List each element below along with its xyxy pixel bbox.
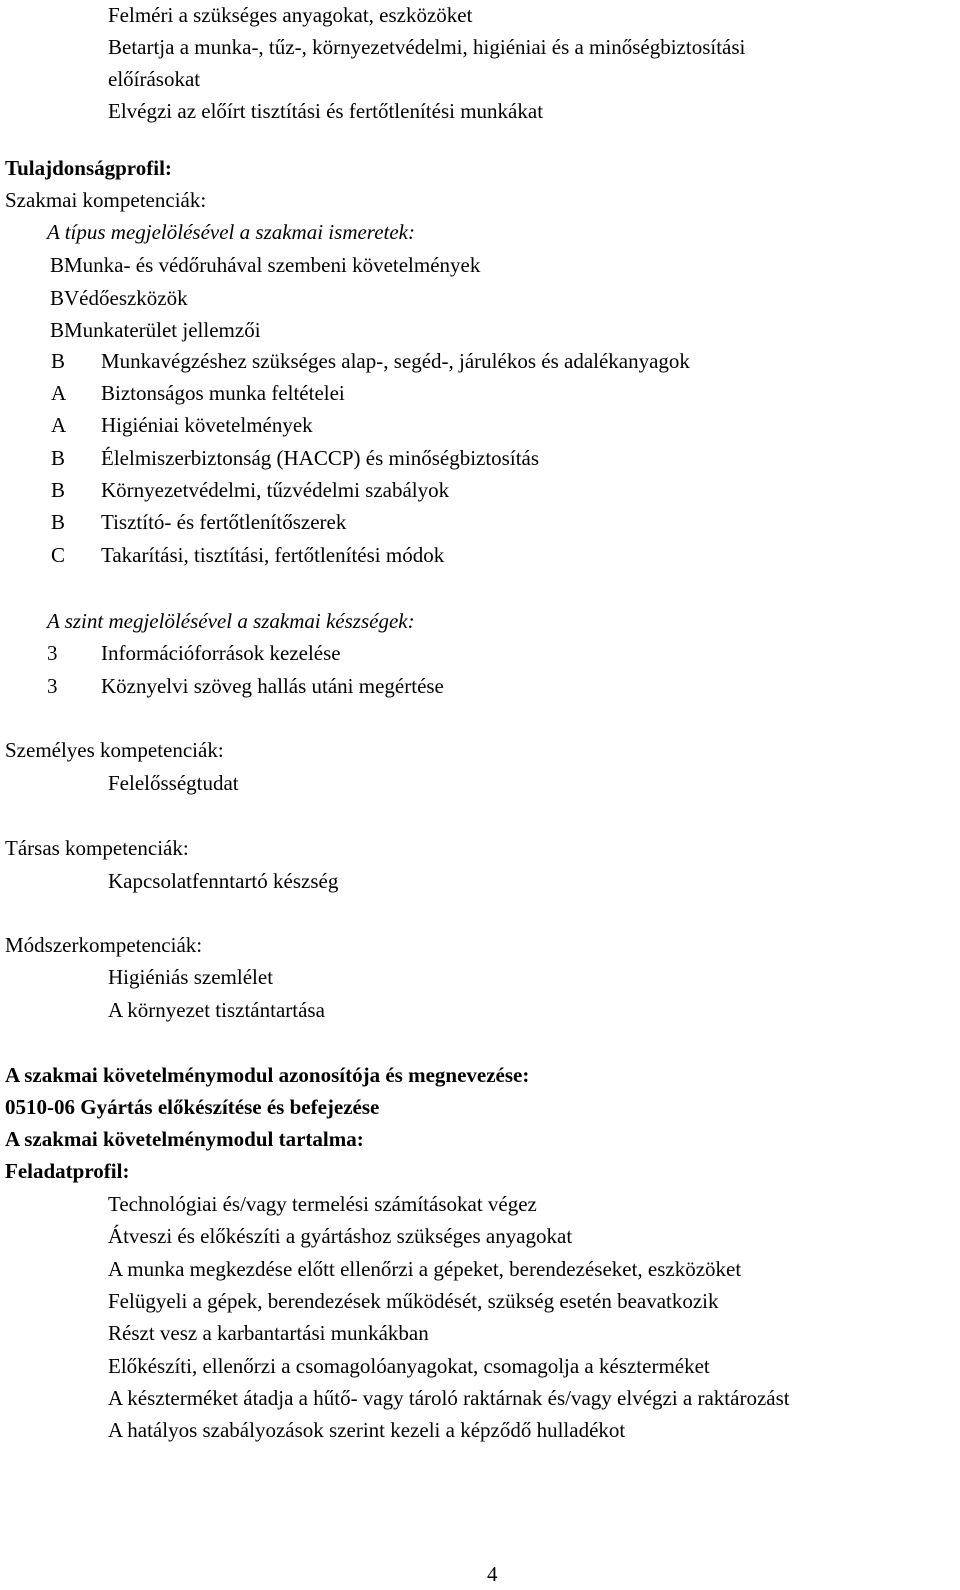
intro-line: Elvégzi az előírt tisztítási és fertőtlenítési munkákat [108,99,544,123]
ismeret-text: Élelmiszerbiztonság (HACCP) és minőségbiztosítás [101,446,540,470]
ismeret-text: Higiéniai követelmények [101,413,313,437]
szemelyes-item: Felelősségtudat [108,771,239,795]
keszseg-code: 3 [47,641,58,665]
ismeretek-heading: A típus megjelölésével a szakmai ismeretek: [47,220,415,244]
ismeret-code: B [51,446,66,470]
feladat-item: Előkészíti, ellenőrzi a csomagolóanyagokat, csomagolja a készterméket [108,1354,710,1378]
modul-id-name: 0510-06 Gyártás előkészítése és befejezése [5,1095,380,1119]
szakmai-kompetenciak-label: Szakmai kompetenciák: [5,188,207,212]
modul-id-heading: A szakmai követelménymodul azonosítója és megnevezése: [5,1063,530,1087]
modszer-item: Higiéniás szemlélet [108,965,274,989]
modul-content-heading: A szakmai követelménymodul tartalma: [5,1127,364,1151]
ismeret-code: C [51,543,66,567]
tarsas-item: Kapcsolatfenntartó készség [108,869,339,893]
ismeret-text: Tisztító- és fertőtlenítőszerek [101,510,347,534]
feladat-item: Technológiai és/vagy termelési számításokat végez [108,1192,537,1216]
intro-line: Betartja a munka-, tűz-, környezetvédelmi, higiéniai és a minőségbiztosítási [108,35,746,59]
ismeret-text: Környezetvédelmi, tűzvédelmi szabályok [101,478,450,502]
modszer-item: A környezet tisztántartása [108,998,325,1022]
keszsegek-heading: A szint megjelölésével a szakmai készségek: [47,609,415,633]
feladat-item: Részt vesz a karbantartási munkákban [108,1321,429,1345]
feladat-item: A hatályos szabályozások szerint kezeli a képződő hulladékot [108,1418,626,1442]
ismeret-text: Takarítási, tisztítási, fertőtlenítési módok [101,543,445,567]
ismeret-text: Biztonságos munka feltételei [101,381,345,405]
feladat-item: Átveszi és előkészíti a gyártáshoz szükséges anyagokat [108,1224,573,1248]
page-number: 4 [487,1562,498,1586]
tarsas-kompetenciak-label: Társas kompetenciák: [5,836,189,860]
ismeret-text: Munkavégzéshez szükséges alap-, segéd-, járulékos és adalékanyagok [101,349,690,373]
feladat-item: Felügyeli a gépek, berendezések működését, szükség esetén beavatkozik [108,1289,719,1313]
section-heading-tulajdonsagprofil: Tulajdonságprofil: [5,156,172,180]
ismeret-code: B [51,478,66,502]
ismeret-item: BMunka- és védőruhával szembeni követelmények [50,253,481,277]
ismeret-code: A [51,381,67,405]
ismeret-item: BVédőeszközök [50,286,188,310]
keszseg-text: Információforrások kezelése [101,641,341,665]
ismeret-code: B [51,349,66,373]
keszseg-code: 3 [47,674,58,698]
feladatprofil-heading: Feladatprofil: [5,1159,130,1183]
szemelyes-kompetenciak-label: Személyes kompetenciák: [5,738,224,762]
ismeret-code: A [51,413,67,437]
intro-line: Felméri a szükséges anyagokat, eszközöket [108,3,473,27]
ismeret-code: B [51,510,66,534]
modszerkompetenciak-label: Módszerkompetenciák: [5,933,203,957]
intro-line: előírásokat [108,67,201,91]
feladat-item: A készterméket átadja a hűtő- vagy tároló raktárnak és/vagy elvégzi a raktározást [108,1386,790,1410]
keszseg-text: Köznyelvi szöveg hallás utáni megértése [101,674,444,698]
feladat-item: A munka megkezdése előtt ellenőrzi a gépeket, berendezéseket, eszközöket [108,1257,742,1281]
ismeret-item: BMunkaterület jellemzői [50,318,261,342]
